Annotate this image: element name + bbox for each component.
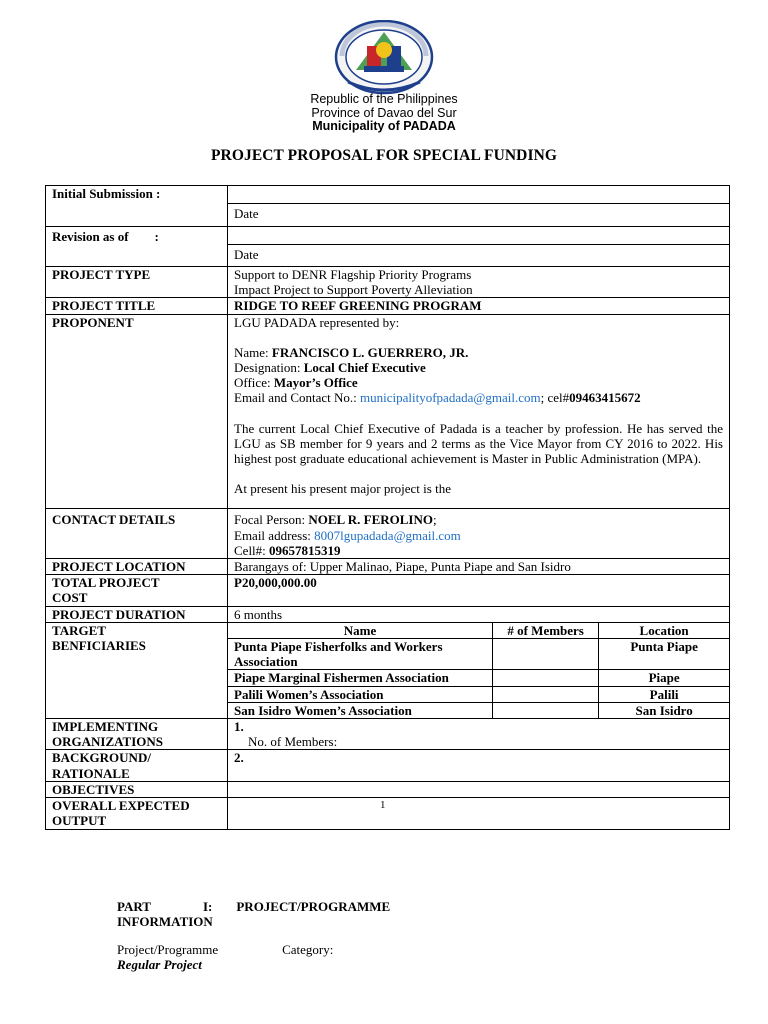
beneficiary-location: Piape (599, 670, 729, 686)
project-type-line-1: Support to DENR Flagship Priority Programs (234, 267, 472, 282)
beneficiary-name: Piape Marginal Fishermen Association (228, 670, 493, 686)
proponent-bio: The current Local Chief Executive of Padada is a teacher by profession. He has served the LGU as SB member for 9 years and 2 terms as the Vice Mayor from CY 2016 to 2022. His highest post graduate educational achievement is Master in Public Administration (MPA). (234, 420, 723, 467)
project-duration-value: 6 months (228, 606, 730, 622)
category-value: Regular Project (117, 957, 202, 972)
email-contact-label: Email and Contact No.: (234, 390, 361, 406)
beneficiary-name: Punta Piape Fisherfolks and Workers Association (228, 639, 493, 670)
implementing-label-line-2: ORGANIZATIONS (52, 734, 164, 750)
page-number: 1 (380, 799, 386, 812)
initial-submission-label: Initial Submission : (46, 186, 228, 227)
present-project-text: At present his present major project is the (234, 481, 451, 497)
beneficiary-location: Punta Piape (599, 639, 729, 670)
contact-email-link[interactable]: 8007lgupadada@gmail.com (314, 527, 461, 543)
project-location-value: Barangays of: Upper Malinao, Piape, Punta Piape and San Isidro (228, 559, 730, 575)
table-row (228, 686, 729, 702)
beneficiaries-table (228, 623, 729, 718)
proposal-form-table (45, 185, 730, 830)
beneficiary-name: Palili Women’s Association (228, 686, 493, 702)
focal-person-suffix: ; (433, 512, 437, 528)
beneficiaries-label-line-1: TARGET (52, 622, 106, 638)
category-label-2: Category: (282, 942, 334, 957)
revision-label: Revision as of : (46, 227, 228, 267)
initial-submission-date: Date (228, 204, 730, 227)
background-rationale-label (46, 750, 228, 781)
beneficiary-members (493, 686, 599, 702)
table-row (228, 670, 729, 686)
revision-date: Date (228, 245, 730, 267)
contact-details-value (228, 509, 730, 559)
letterhead-line-3: Municipality of PADADA (312, 119, 456, 133)
beneficiary-members (493, 639, 599, 670)
background-label-line-2: RATIONALE (52, 765, 130, 781)
document-title: PROJECT PROPOSAL FOR SPECIAL FUNDING (210, 147, 558, 164)
cell-label: Cell#: (234, 542, 270, 558)
designation-value: Local Chief Executive (303, 360, 426, 376)
target-beneficiaries-label (46, 622, 228, 718)
expected-output-value (228, 798, 730, 829)
output-label-line-1: OVERALL EXPECTED (52, 798, 190, 814)
part-title-line-2: INFORMATION (117, 914, 213, 929)
letterhead-line-1: Republic of the Philippines (310, 92, 458, 106)
implementing-organizations-value (228, 719, 730, 750)
focal-person-label: Focal Person: (234, 512, 309, 528)
implementing-item-number: 1. (234, 719, 244, 735)
letterhead-line-2: Province of Davao del Sur (311, 105, 457, 120)
office-value: Mayor’s Office (273, 375, 358, 391)
part-word: PART (117, 899, 151, 914)
project-type-value (228, 267, 730, 298)
beneficiary-location: San Isidro (599, 702, 729, 718)
beneficiary-members (493, 702, 599, 718)
output-label-line-2: OUTPUT (52, 813, 107, 829)
total-cost-value: P20,000,000.00 (228, 575, 730, 606)
project-title-value: RIDGE TO REEF GREENING PROGRAM (228, 298, 730, 314)
beneficiaries-header-name: Name (228, 623, 493, 639)
proponent-intro: LGU PADADA represented by: (234, 314, 400, 330)
proponent-office-row (234, 375, 723, 390)
beneficiary-members (493, 670, 599, 686)
beneficiaries-cell (228, 622, 730, 718)
implementing-members-label: No. of Members: (248, 734, 338, 750)
letterhead (0, 93, 768, 134)
proponent-email-link[interactable]: municipalityofpadada@gmail.com (360, 390, 541, 406)
part-number: I: (202, 899, 213, 914)
implementing-label-line-1: IMPLEMENTING (52, 719, 159, 735)
project-duration-label: PROJECT DURATION (46, 606, 228, 622)
contact-details-label: CONTACT DETAILS (46, 509, 228, 559)
objectives-label: OBJECTIVES (46, 781, 228, 797)
focal-person-row (234, 512, 723, 527)
proponent-value (228, 314, 730, 509)
proponent-label: PROPONENT (46, 314, 228, 509)
project-location-label: PROJECT LOCATION (46, 559, 228, 575)
expected-output-label (46, 798, 228, 829)
table-row (228, 639, 729, 670)
total-cost-label (46, 575, 228, 606)
project-type-label: PROJECT TYPE (46, 267, 228, 298)
office-label: Office: (234, 375, 274, 391)
initial-submission-value (228, 186, 730, 204)
part-title: PROJECT/PROGRAMME (236, 899, 391, 914)
category-block (117, 942, 333, 972)
table-row (228, 702, 729, 718)
beneficiaries-label-line-2: BENFICIARIES (52, 638, 146, 654)
total-cost-label-line-1: TOTAL PROJECT (52, 575, 160, 591)
proponent-name: FRANCISCO L. GUERRERO, JR. (271, 344, 469, 360)
cel-label: ; cel# (540, 390, 570, 406)
cell-value: 09657815319 (269, 542, 341, 558)
revision-value (228, 227, 730, 245)
background-rationale-value: 2. (228, 750, 730, 781)
cel-value: 09463415672 (569, 390, 641, 406)
proponent-name-row (234, 345, 723, 360)
category-label-1: Project/Programme (117, 942, 219, 957)
contact-email-row (234, 528, 723, 543)
municipal-seal-logo (334, 20, 434, 96)
designation-label: Designation: (234, 360, 304, 376)
beneficiary-name: San Isidro Women’s Association (228, 702, 493, 718)
project-type-line-2: Impact Project to Support Poverty Alleviation (234, 282, 473, 298)
focal-person-name: NOEL R. FEROLINO (308, 512, 433, 528)
project-title-label: PROJECT TITLE (46, 298, 228, 314)
cell-row (234, 543, 723, 558)
implementing-organizations-label (46, 719, 228, 750)
background-label-line-1: BACKGROUND/ (52, 750, 151, 766)
beneficiaries-header-members: # of Members (493, 623, 599, 639)
part-heading (117, 899, 390, 929)
beneficiaries-header-location: Location (599, 623, 729, 639)
objectives-value (228, 781, 730, 797)
contact-email-label: Email address: (234, 527, 315, 543)
proponent-designation-row (234, 360, 723, 375)
total-cost-label-line-2: COST (52, 590, 88, 606)
beneficiary-location: Palili (599, 686, 729, 702)
proponent-contact-row (234, 390, 723, 405)
proponent-name-label: Name: (234, 344, 272, 360)
